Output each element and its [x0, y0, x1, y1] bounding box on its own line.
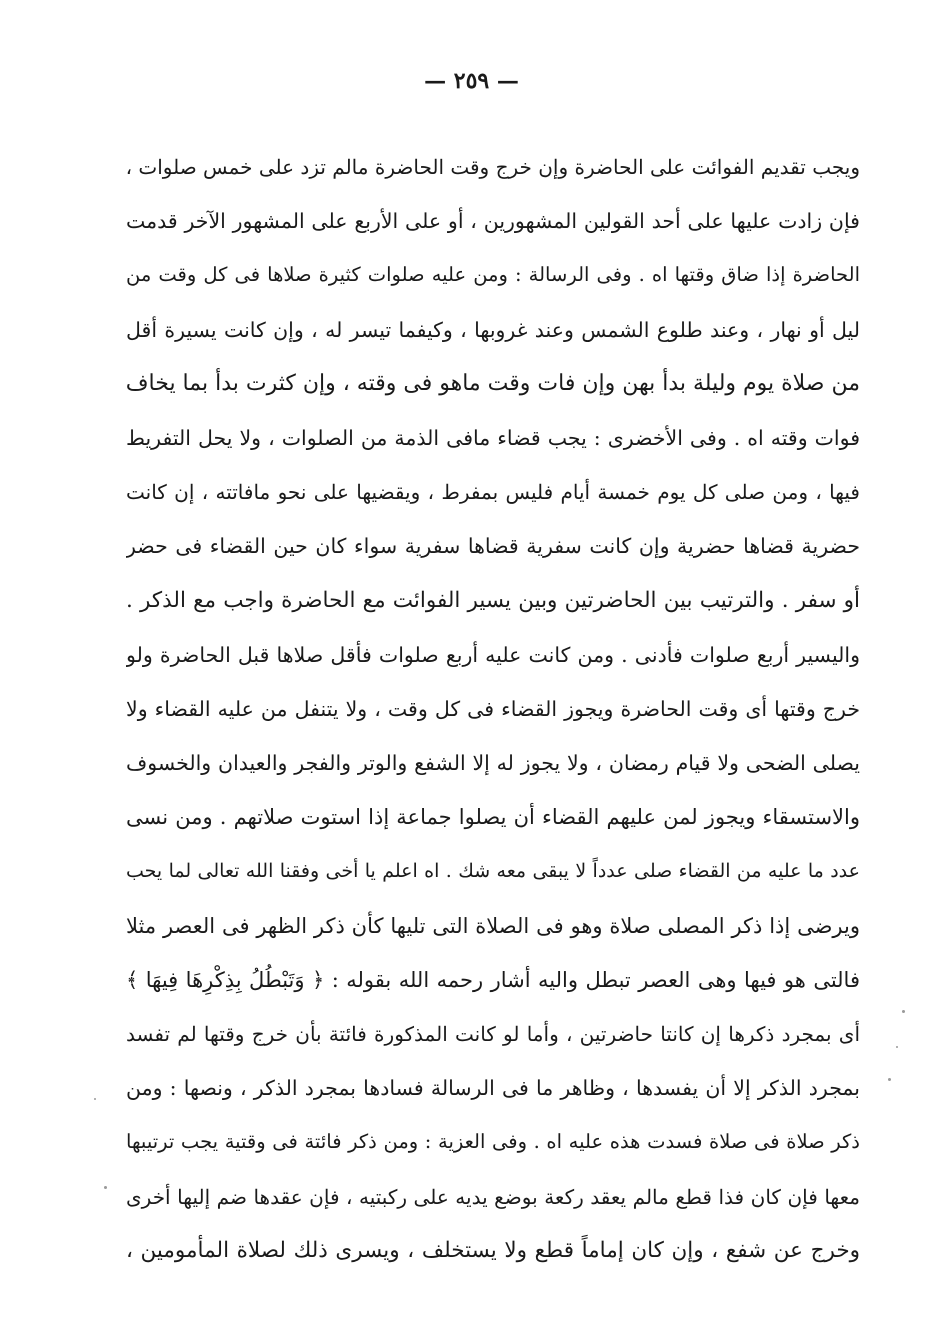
text-line: خرج وقتها أى وقت الحاضرة ويجوز القضاء فى كل وقت ، ولا يتنفل من عليه القضاء ولا: [126, 696, 860, 721]
text-line: ويجب تقديم الفوائت على الحاضرة وإن خرج وقت الحاضرة مالم تزد على خمس صلوات ،: [126, 155, 860, 179]
body-text: [126, 140, 860, 1278]
text-line: بمجرد الذكر إلا أن يفسدها ، وظاهر ما فى الرسالة فسادها بمجرد الذكر ، ونصها : ومن: [126, 1076, 860, 1101]
text-line: فالتى هو فيها وهى العصر تبطل واليه أشار رحمه الله بقوله : ﴿ وَتَبْطُلُ بِذِكْرِهَا فِيهَا ﴾: [126, 967, 860, 992]
page-number: — ٢٥٩ —: [424, 68, 519, 94]
text-line: ليل أو نهار ، وعند طلوع الشمس وعند غروبها ، وكيفما تيسر له ، وإن كانت يسيرة أقل: [126, 317, 860, 342]
scan-speck: [104, 1186, 107, 1189]
text-line: واليسير أربع صلوات فأدنى . ومن كانت عليه أربع صلوات فأقل صلاها قبل الحاضرة ولو: [126, 642, 860, 667]
scan-speck: [902, 1010, 905, 1013]
text-line: حضرية قضاها حضرية وإن كانت سفرية قضاها سفرية سواء كان حين القضاء فى حضر: [126, 534, 860, 559]
text-line: من صلاة يوم وليلة بدأ بهن وإن فات وقت ماهو فى وقته ، وإن كثرت بدأ بما يخاف: [126, 370, 860, 396]
text-line: ذكر صلاة فى صلاة فسدت هذه عليه اه . وفى العزية : ومن ذكر فائتة فى وقتية يجب ترتيبها: [126, 1130, 860, 1154]
text-line: والاستسقاء ويجوز لمن عليهم القضاء أن يصلوا جماعة إذا استوت صلاتهم . ومن نسى: [126, 805, 860, 830]
text-line: الحاضرة إذا ضاق وقتها اه . وفى الرسالة : ومن عليه صلوات كثيرة صلاها فى كل وقت من: [126, 263, 860, 287]
text-line: يصلى الضحى ولا قيام رمضان ، ولا يجوز له إلا الشفع والوتر والفجر والعيدان والخسوف: [126, 751, 860, 776]
text-line: فيها ، ومن صلى كل يوم خمسة أيام فليس بمفرط ، ويقضيها على نحو مافاتته ، إن كانت: [126, 480, 860, 505]
text-line: ويرضى إذا ذكر المصلى صلاة وهو فى الصلاة التى تليها كأن ذكر الظهر فى العصر مثلا: [126, 913, 860, 938]
text-line: وخرج عن شفع ، وإن كان إماماً قطع ولا يستخلف ، ويسرى ذلك لصلاة المأمومين ،: [126, 1237, 860, 1263]
text-line: عدد ما عليه من القضاء صلى عدداً لا يبقى معه شك . اه اعلم يا أخى وفقنا الله تعالى لما يحب: [126, 860, 860, 883]
text-line: فوات وقته اه . وفى الأخضرى : يجب قضاء مافى الذمة من الصلوات ، ولا يحل التفريط: [126, 425, 860, 450]
scan-speck: [896, 1046, 898, 1048]
scan-speck: [94, 1098, 96, 1100]
text-line: فإن زادت عليها على أحد القولين المشهورين ، أو على الأربع على المشهور الآخر قدمت: [126, 209, 860, 234]
scan-speck: [888, 1078, 891, 1081]
text-line: أى بمجرد ذكرها إن كانتا حاضرتين ، وأما لو كانت المذكورة فائتة بأن خرج وقتها لم تفسد: [126, 1022, 860, 1046]
text-line: أو سفر . والترتيب بين الحاضرتين وبين يسير الفوائت مع الحاضرة واجب مع الذكر .: [126, 587, 860, 613]
text-line: معها فإن كان فذا قطع مالم يعقد ركعة بوضع يديه على ركبتيه ، فإن عقدها ضم إليها أخرى: [126, 1184, 860, 1209]
